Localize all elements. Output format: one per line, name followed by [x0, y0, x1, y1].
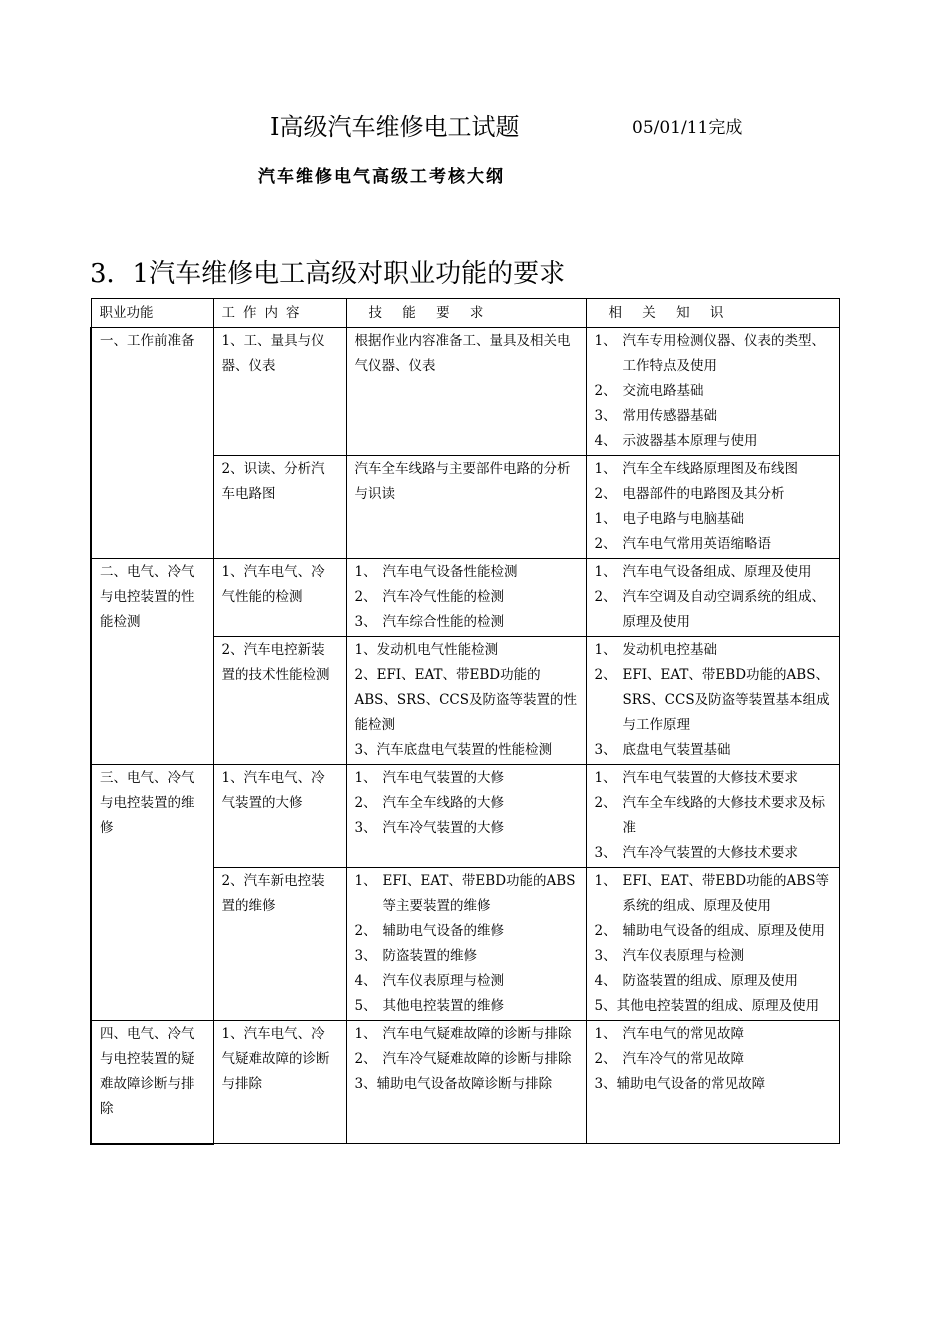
item-text: 汽车冷气装置的大修技术要求: [622, 845, 798, 861]
item-number: 2、: [594, 923, 617, 939]
document-title: I高级汽车维修电工试题: [270, 113, 520, 141]
skills-item: [355, 560, 578, 585]
knowledge-cell: [586, 765, 839, 868]
item-text: 示波器基本原理与使用: [622, 433, 758, 449]
item-text: 汽车电气的常见故障: [622, 1026, 744, 1042]
knowledge-item: [595, 482, 831, 507]
item-number: 4、: [354, 973, 377, 989]
knowledge-cell: [586, 1021, 839, 1144]
item-text: 发动机电控基础: [622, 642, 717, 658]
header-knowledge: 相 关 知 识: [586, 299, 839, 328]
item-text: 辅助电气设备的组成、原理及使用: [622, 923, 825, 939]
skills-item: [355, 1047, 578, 1072]
knowledge-item: [595, 429, 831, 454]
item-number: 5、: [354, 998, 377, 1014]
knowledge-item: [595, 869, 831, 919]
item-number: 2、: [594, 536, 617, 552]
item-number: 1、: [594, 770, 617, 786]
table-row: [91, 559, 839, 637]
skills-item: [355, 329, 578, 379]
knowledge-item: [595, 585, 831, 635]
skills-item: [355, 766, 578, 791]
item-number: 1、: [594, 564, 617, 580]
item-text: 汽车电气装置的大修: [382, 770, 504, 786]
item-text: 3、汽车底盘电气装置的性能检测: [354, 742, 553, 758]
item-text: 辅助电气设备的维修: [382, 923, 504, 939]
skills-item: [355, 869, 578, 919]
item-number: 3、: [354, 614, 377, 630]
item-number: 2、: [354, 1051, 377, 1067]
item-text: 3、辅助电气设备的常见故障: [594, 1076, 766, 1092]
item-number: 4、: [594, 433, 617, 449]
skills-cell: [346, 456, 586, 559]
knowledge-item: [595, 457, 831, 482]
item-number: 2、: [354, 589, 377, 605]
knowledge-item: [595, 766, 831, 791]
item-text: 汽车电气设备组成、原理及使用: [622, 564, 812, 580]
knowledge-cell: [586, 456, 839, 559]
item-text: 汽车冷气的常见故障: [622, 1051, 744, 1067]
table-row: [91, 328, 839, 456]
skills-item: [355, 944, 578, 969]
header-skills: 技 能 要 求: [346, 299, 586, 328]
knowledge-cell: [586, 328, 839, 456]
item-text: 汽车专用检测仪器、仪表的类型、工作特点及使用: [622, 333, 825, 374]
item-number: 1、: [594, 642, 617, 658]
content-cell: 2、汽车电控新装置的技术性能检测: [213, 637, 346, 765]
knowledge-item: [595, 329, 831, 379]
item-number: 1、: [354, 873, 377, 889]
item-text: 汽车全车线路的大修技术要求及标准: [622, 795, 825, 836]
item-text: EFI、EAT、带EBD功能的ABS等主要装置的维修: [382, 873, 576, 914]
knowledge-cell: [586, 868, 839, 1021]
skills-item: [355, 738, 578, 763]
item-number: 1、: [594, 873, 617, 889]
skills-item: [355, 1072, 578, 1097]
knowledge-item: [595, 1072, 831, 1097]
item-number: 1、: [354, 564, 377, 580]
item-number: 3、: [594, 948, 617, 964]
item-number: 3、: [354, 820, 377, 836]
knowledge-cell: [586, 637, 839, 765]
item-text: EFI、EAT、带EBD功能的ABS、SRS、CCS及防盗等装置基本组成与工作原理: [622, 667, 830, 733]
knowledge-item: [595, 560, 831, 585]
item-number: 1、: [354, 770, 377, 786]
knowledge-item: [595, 379, 831, 404]
skills-item: [355, 919, 578, 944]
header-function: 职业功能: [91, 299, 213, 328]
knowledge-item: [595, 738, 831, 763]
item-text: 2、EFI、EAT、带EBD功能的ABS、SRS、CCS及防盗等装置的性能检测: [354, 667, 577, 733]
knowledge-item: [595, 841, 831, 866]
knowledge-item: [595, 404, 831, 429]
item-text: 汽车空调及自动空调系统的组成、原理及使用: [622, 589, 825, 630]
item-text: 电器部件的电路图及其分析: [622, 486, 785, 502]
skills-cell: [346, 1021, 586, 1144]
item-text: 根据作业内容准备工、量具及相关电气仪器、仪表: [354, 333, 571, 374]
content-cell: 1、汽车电气、冷气装置的大修: [213, 765, 346, 868]
item-text: 汽车电气疑难故障的诊断与排除: [382, 1026, 572, 1042]
content-cell: 1、汽车电气、冷气疑难故障的诊断与排除: [213, 1021, 346, 1144]
item-text: 汽车冷气装置的大修: [382, 820, 504, 836]
item-text: 汽车冷气疑难故障的诊断与排除: [382, 1051, 572, 1067]
item-text: 底盘电气装置基础: [622, 742, 731, 758]
function-cell: 三、电气、冷气与电控装置的维修: [91, 765, 213, 1021]
item-text: EFI、EAT、带EBD功能的ABS等系统的组成、原理及使用: [622, 873, 829, 914]
requirements-table: [90, 298, 840, 1145]
item-text: 汽车仪表原理与检测: [622, 948, 744, 964]
skills-cell: [346, 559, 586, 637]
item-number: 3、: [594, 845, 617, 861]
skills-item: [355, 1022, 578, 1047]
function-cell: 二、电气、冷气与电控装置的性能检测: [91, 559, 213, 765]
content-cell: 2、汽车新电控装置的维修: [213, 868, 346, 1021]
item-text: 交流电路基础: [622, 383, 704, 399]
item-text: 汽车电气常用英语缩略语: [622, 536, 771, 552]
skills-item: [355, 969, 578, 994]
skills-item: [355, 457, 578, 507]
item-text: 1、发动机电气性能检测: [354, 642, 499, 658]
item-number: 2、: [594, 589, 617, 605]
item-number: 3、: [594, 742, 617, 758]
skills-item: [355, 585, 578, 610]
item-text: 3、辅助电气设备故障诊断与排除: [354, 1076, 553, 1092]
requirements-table-body: [91, 299, 839, 1144]
skills-cell: [346, 328, 586, 456]
item-text: 5、其他电控装置的组成、原理及使用: [594, 998, 820, 1014]
item-text: 电子电路与电脑基础: [622, 511, 744, 527]
document-subtitle: 汽车维修电气高级工考核大纲: [258, 167, 505, 187]
knowledge-item: [595, 1022, 831, 1047]
function-cell: 一、工作前准备: [91, 328, 213, 559]
section-heading: 3．1汽车维修电工高级对职业功能的要求: [90, 259, 566, 289]
item-number: 2、: [594, 795, 617, 811]
knowledge-cell: [586, 559, 839, 637]
skills-cell: [346, 637, 586, 765]
item-number: 2、: [354, 795, 377, 811]
table-row: [91, 765, 839, 868]
knowledge-item: [595, 1047, 831, 1072]
item-text: 汽车冷气性能的检测: [382, 589, 504, 605]
skills-item: [355, 638, 578, 663]
content-cell: 1、工、量具与仪器、仪表: [213, 328, 346, 456]
knowledge-item: [595, 969, 831, 994]
skills-cell: [346, 765, 586, 868]
item-number: 1、: [594, 333, 617, 349]
item-number: 2、: [594, 486, 617, 502]
skills-cell: [346, 868, 586, 1021]
item-number: 2、: [594, 383, 617, 399]
header-content: 工作内容: [213, 299, 346, 328]
knowledge-item: [595, 944, 831, 969]
knowledge-item: [595, 663, 831, 738]
item-number: 4、: [594, 973, 617, 989]
skills-item: [355, 663, 578, 738]
knowledge-item: [595, 638, 831, 663]
item-text: 汽车仪表原理与检测: [382, 973, 504, 989]
item-number: 2、: [354, 923, 377, 939]
content-cell: 1、汽车电气、冷气性能的检测: [213, 559, 346, 637]
item-number: 2、: [594, 1051, 617, 1067]
skills-item: [355, 610, 578, 635]
item-text: 汽车电气设备性能检测: [382, 564, 518, 580]
skills-item: [355, 791, 578, 816]
item-text: 汽车综合性能的检测: [382, 614, 504, 630]
item-text: 防盗装置的维修: [382, 948, 477, 964]
item-text: 其他电控装置的维修: [382, 998, 504, 1014]
knowledge-item: [595, 791, 831, 841]
item-number: 1、: [594, 461, 617, 477]
item-text: 常用传感器基础: [622, 408, 717, 424]
item-text: 汽车全车线路与主要部件电路的分析与识读: [354, 461, 571, 502]
item-number: 1、: [594, 1026, 617, 1042]
knowledge-item: [595, 507, 831, 532]
knowledge-item: [595, 994, 831, 1019]
content-cell: 2、识读、分析汽车电路图: [213, 456, 346, 559]
item-number: 1、: [354, 1026, 377, 1042]
item-number: 3、: [354, 948, 377, 964]
skills-item: [355, 994, 578, 1019]
table-header-row: [91, 299, 839, 328]
completion-date: 05/01/11完成: [632, 118, 743, 138]
item-text: 汽车电气装置的大修技术要求: [622, 770, 798, 786]
knowledge-item: [595, 919, 831, 944]
skills-item: [355, 816, 578, 841]
title-row: [0, 112, 950, 144]
table-row: [91, 1021, 839, 1144]
function-cell: 四、电气、冷气与电控装置的疑难故障诊断与排除: [91, 1021, 213, 1144]
knowledge-item: [595, 532, 831, 557]
item-number: 1、: [594, 511, 617, 527]
item-text: 防盗装置的组成、原理及使用: [622, 973, 798, 989]
item-text: 汽车全车线路的大修: [382, 795, 504, 811]
item-text: 汽车全车线路原理图及布线图: [622, 461, 798, 477]
item-number: 3、: [594, 408, 617, 424]
item-number: 2、: [594, 667, 617, 683]
